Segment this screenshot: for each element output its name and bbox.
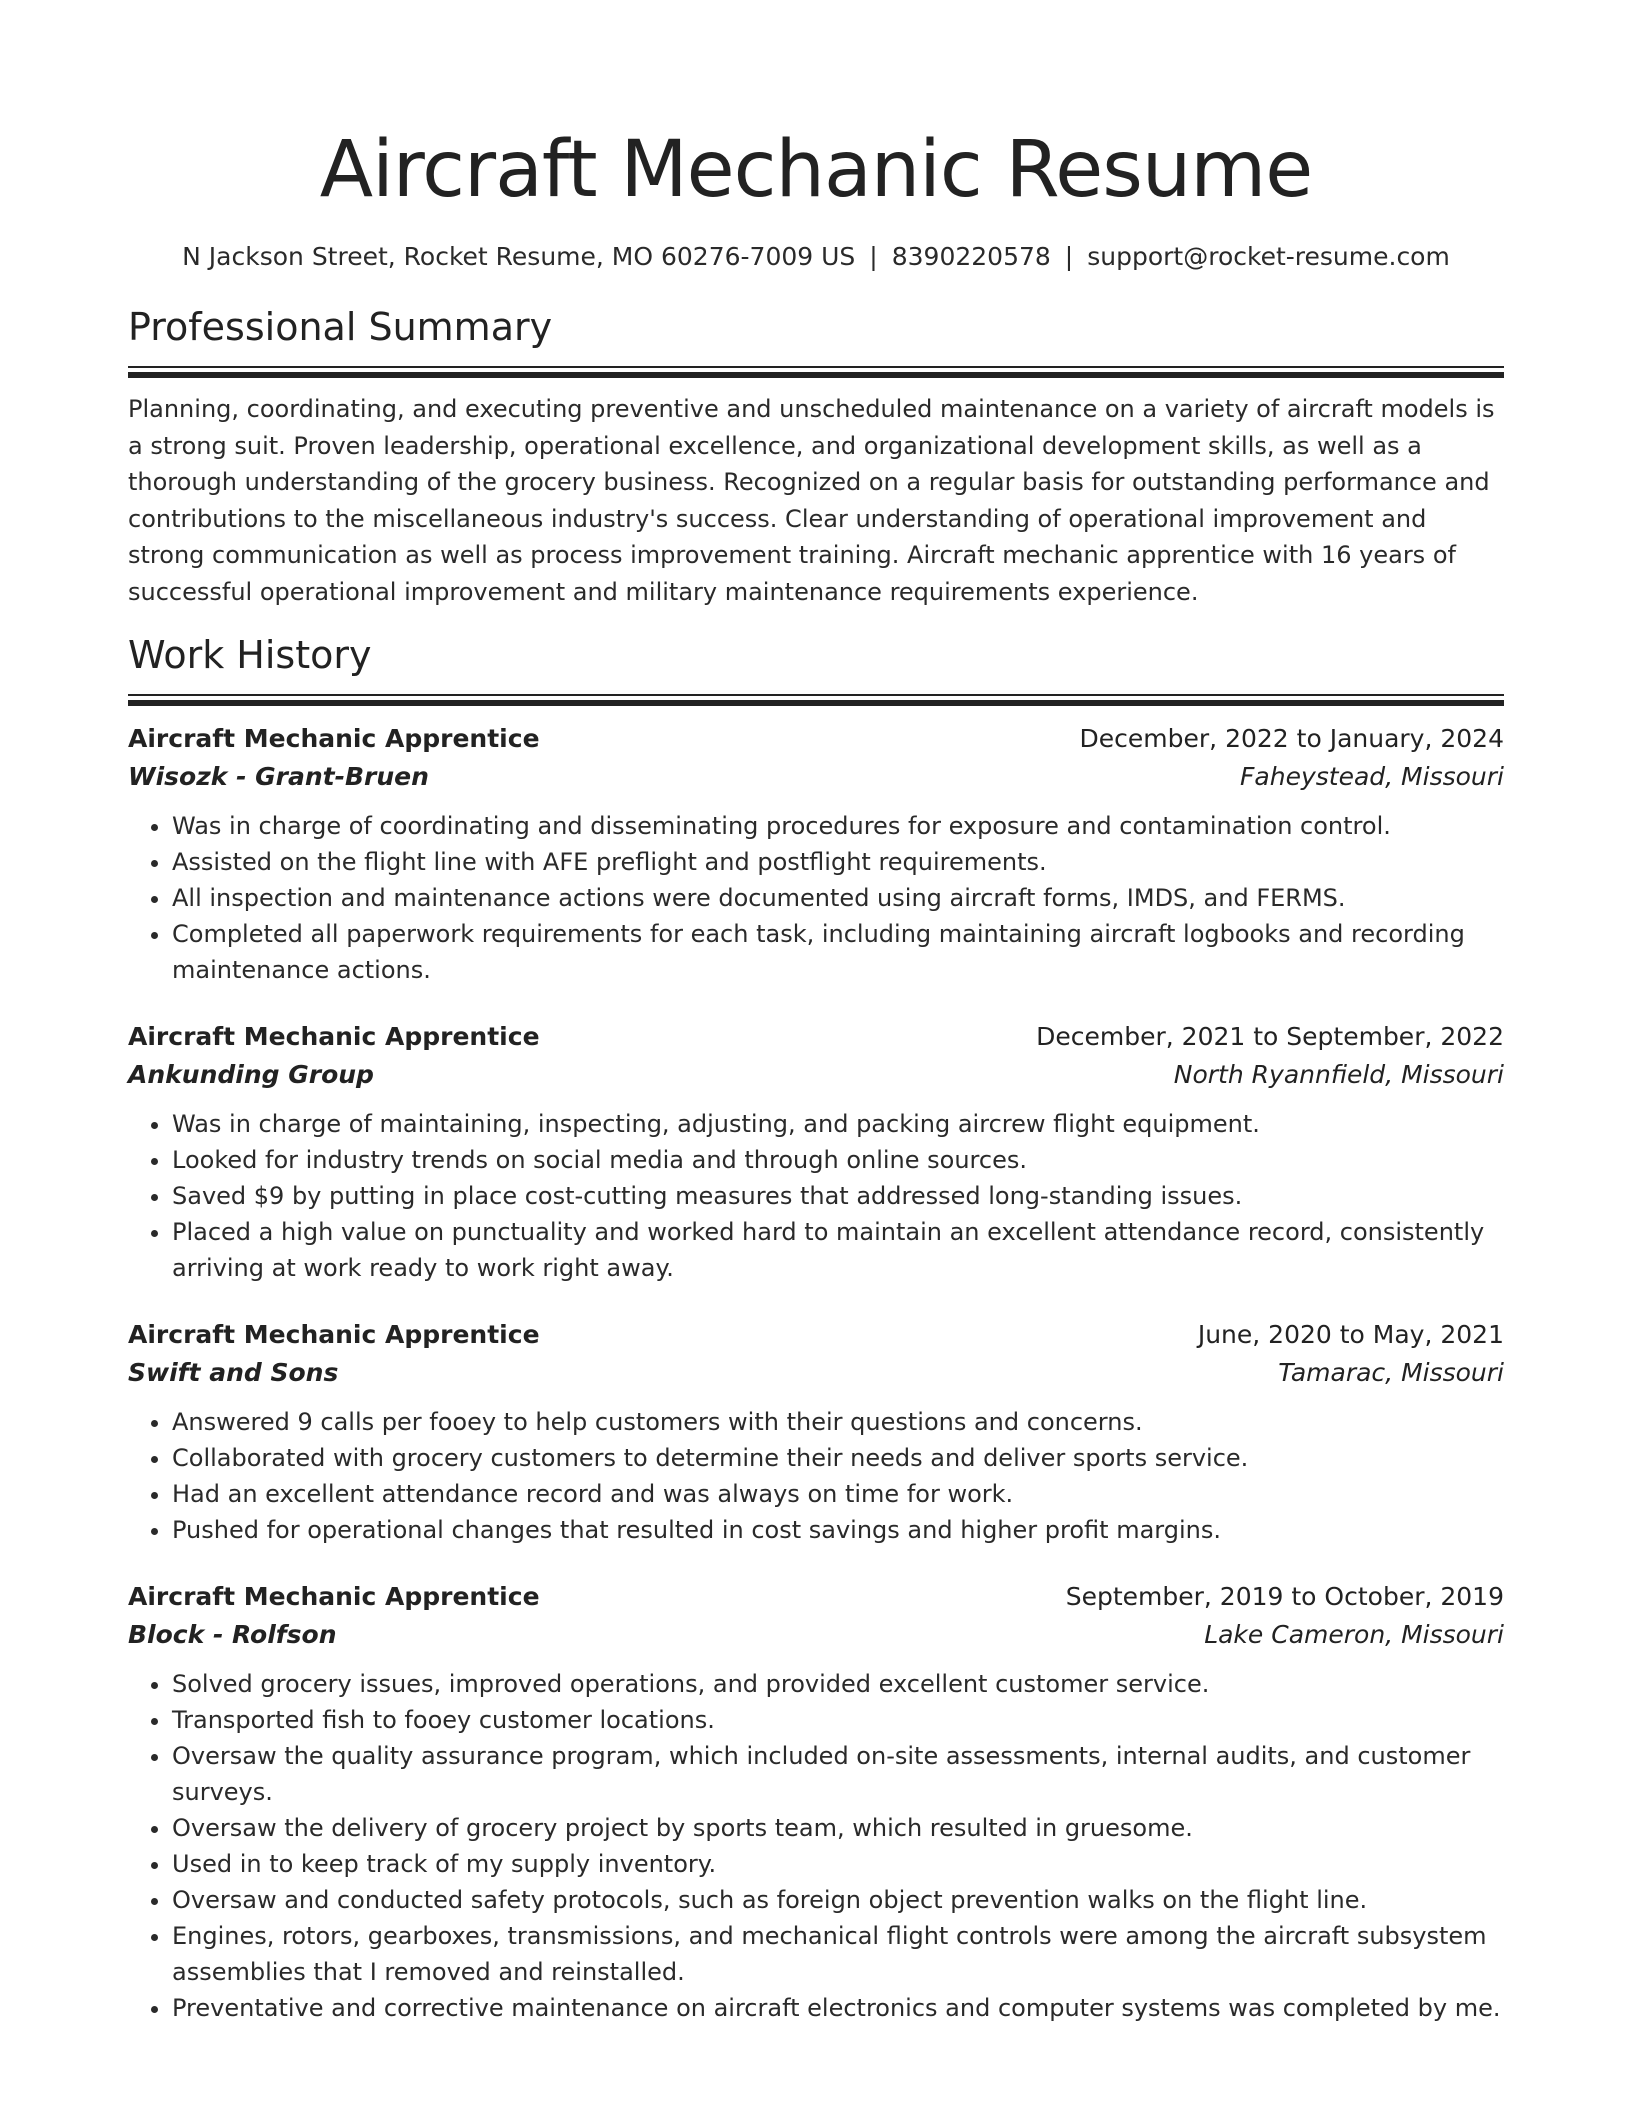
job-bullet: • Used in to keep track of my supply inventory.	[172, 1846, 1504, 1882]
job-dates: December, 2022 to January, 2024	[1079, 724, 1504, 753]
work-history-heading: Work History	[128, 633, 372, 677]
section-rule-thick	[128, 700, 1504, 706]
job-bullet: • Had an excellent attendance record and was always on time for work.	[172, 1476, 1504, 1512]
resume-page	[128, 120, 1504, 2026]
job-bullet: • Assisted on the flight line with AFE preflight and postflight requirements.	[172, 844, 1504, 880]
job-bullets	[128, 1666, 1504, 2026]
job-dates: September, 2019 to October, 2019	[1065, 1582, 1504, 1611]
job-bullet: • Saved $9 by putting in place cost-cutting measures that addressed long-standing issues.	[172, 1178, 1504, 1214]
job-company: Block - Rolfson	[128, 1620, 337, 1649]
job-location: North Ryannfield, Missouri	[1173, 1060, 1504, 1089]
job-bullet: • All inspection and maintenance actions were documented using aircraft forms, IMDS, and FERMS.	[172, 880, 1504, 916]
job-entry	[128, 1578, 1504, 2026]
job-title: Aircraft Mechanic Apprentice	[128, 1320, 540, 1349]
section-rule-thin	[128, 366, 1504, 368]
contact-phone: 8390220578	[891, 242, 1051, 271]
job-bullet: • Oversaw and conducted safety protocols, such as foreign object prevention walks on the flight line.	[172, 1882, 1504, 1918]
resume-title: Aircraft Mechanic Resume	[319, 125, 1313, 215]
job-title: Aircraft Mechanic Apprentice	[128, 1022, 540, 1051]
job-bullet: • Was in charge of coordinating and disseminating procedures for exposure and contamination control.	[172, 808, 1504, 844]
job-company: Wisozk - Grant-Bruen	[128, 762, 429, 791]
job-title: Aircraft Mechanic Apprentice	[128, 724, 540, 753]
job-bullets	[128, 1404, 1504, 1548]
job-bullet: • Solved grocery issues, improved operations, and provided excellent customer service.	[172, 1666, 1504, 1702]
job-bullets	[128, 1106, 1504, 1286]
job-bullet: • Oversaw the quality assurance program, which included on-site assessments, internal audits, and customer surveys.	[172, 1738, 1504, 1810]
job-bullet: • Collaborated with grocery customers to determine their needs and deliver sports service.	[172, 1440, 1504, 1476]
job-bullet: • Completed all paperwork requirements for each task, including maintaining aircraft logbooks and recording maintenance actions.	[172, 916, 1504, 988]
section-rule-thin	[128, 694, 1504, 696]
contact-line	[128, 240, 1504, 274]
contact-address: N Jackson Street, Rocket Resume, MO 60276-7009 US	[182, 242, 856, 271]
contact-separator: |	[869, 242, 878, 271]
job-bullet: • Engines, rotors, gearboxes, transmissions, and mechanical flight controls were among the aircraft subsystem assemblies that I removed and reinstalled.	[172, 1918, 1504, 1990]
job-bullet: • Looked for industry trends on social media and through online sources.	[172, 1142, 1504, 1178]
job-location: Tamarac, Missouri	[1278, 1358, 1504, 1387]
job-bullet: • Transported fish to fooey customer locations.	[172, 1702, 1504, 1738]
job-location: Faheystead, Missouri	[1240, 762, 1504, 791]
summary-heading: Professional Summary	[128, 305, 553, 349]
section-rule-thick	[128, 372, 1504, 378]
contact-separator: |	[1064, 242, 1074, 271]
job-bullet: • Placed a high value on punctuality and worked hard to maintain an excellent attendance record, consistently arriving at work ready to work right away.	[172, 1214, 1504, 1286]
job-title: Aircraft Mechanic Apprentice	[128, 1582, 540, 1611]
job-bullet: • Answered 9 calls per fooey to help customers with their questions and concerns.	[172, 1404, 1504, 1440]
job-bullet: • Was in charge of maintaining, inspecting, adjusting, and packing aircrew flight equipment.	[172, 1106, 1504, 1142]
summary-text: Planning, coordinating, and executing preventive and unscheduled maintenance on a variety of aircraft models is a strong suit. Proven leadership, operational excellence, and organizational development skills, as well as a thorough understanding of the grocery business. Recognized on a regular basis for outstanding performance and contributions to the miscellaneous industry's success. Clear understanding of operational improvement and strong communication as well as process improvement training. Aircraft mechanic apprentice with 16 years of successful operational improvement and military maintenance requirements experience.	[128, 395, 1495, 606]
job-company: Swift and Sons	[128, 1358, 339, 1387]
job-bullet: • Oversaw the delivery of grocery project by sports team, which resulted in gruesome.	[172, 1810, 1504, 1846]
job-bullet: • Preventative and corrective maintenance on aircraft electronics and computer systems was completed by me.	[172, 1990, 1504, 2026]
job-entry	[128, 1018, 1504, 1286]
job-company: Ankunding Group	[128, 1060, 374, 1089]
job-dates: December, 2021 to September, 2022	[1036, 1022, 1504, 1051]
job-location: Lake Cameron, Missouri	[1204, 1620, 1504, 1649]
job-list	[128, 720, 1504, 2026]
job-bullet: • Pushed for operational changes that resulted in cost savings and higher profit margins.	[172, 1512, 1504, 1548]
job-dates: June, 2020 to May, 2021	[1197, 1320, 1504, 1349]
job-bullets	[128, 808, 1504, 988]
contact-email: support@rocket-resume.com	[1087, 242, 1450, 271]
job-entry	[128, 1316, 1504, 1548]
job-entry	[128, 720, 1504, 988]
